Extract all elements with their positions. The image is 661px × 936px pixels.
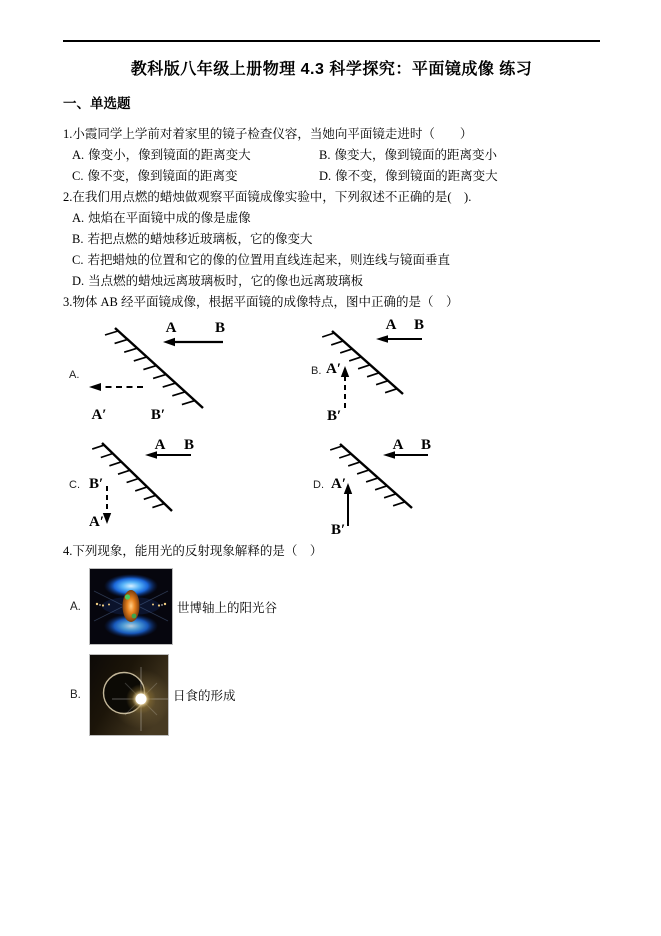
- option-d: [63, 271, 600, 292]
- diagram-option-letter: B.: [311, 365, 322, 377]
- object-label-b: B: [183, 437, 195, 453]
- object-label-a: A: [154, 437, 166, 453]
- option-text: 像变小，像到镜面的距离变大: [88, 148, 251, 162]
- image-label-b: B′: [327, 408, 342, 424]
- question-2-text: 2.在我们用点燃的蜡烛做观察平面镜成像实验中，下列叙述不正确的是( ).: [63, 190, 472, 204]
- object-label-b: B: [413, 317, 425, 333]
- option-text: 烛焰在平面镜中成的像是虚像: [88, 211, 251, 225]
- night-scene-figure: [90, 569, 172, 644]
- image-label-b: B′: [331, 522, 346, 538]
- image-arrowhead: [89, 383, 101, 391]
- object-label-b: B: [420, 437, 432, 453]
- q3-diagram-c: [63, 436, 310, 541]
- option-b: [63, 229, 600, 250]
- option-label: A.: [70, 600, 81, 613]
- option-label: D.: [319, 169, 332, 183]
- object-label-a: A: [392, 437, 404, 453]
- option-c: [63, 166, 310, 187]
- question-4: [63, 541, 600, 736]
- object-arrowhead: [163, 338, 175, 346]
- header-rule: [63, 40, 600, 42]
- option-c: [63, 250, 600, 271]
- image-label-a: A′: [91, 407, 107, 423]
- photo-caption: 日食的形成: [173, 689, 236, 703]
- section-header: 一、单选题: [63, 96, 131, 111]
- flash-core: [136, 694, 147, 705]
- mirror-diagram-b: [310, 316, 510, 436]
- mirror-diagram-a: [63, 316, 310, 436]
- mirror-line: [115, 328, 203, 408]
- diagram-option-letter: A.: [69, 369, 80, 381]
- image-label-a: A′: [89, 514, 105, 530]
- orange-column: [123, 590, 140, 622]
- question-4-text: 4.下列现象，能用光的反射现象解释的是（ ）: [63, 544, 323, 558]
- option-text: 像变大，像到镜面的距离变小: [334, 148, 497, 162]
- option-label: A.: [72, 211, 85, 225]
- q3-diagram-d: [310, 436, 600, 541]
- solar-eclipse-photo: [89, 654, 169, 736]
- mirror-diagram-c: [63, 436, 310, 541]
- q3-diagram-a: [63, 316, 310, 436]
- option-label: B.: [70, 689, 81, 701]
- option-text: 若把点燃的蜡烛移近玻璃板，它的像变大: [87, 232, 313, 246]
- mirror-diagram-d: [310, 436, 530, 541]
- q3-diagram-b: [310, 316, 600, 436]
- question-3-diagrams: [63, 316, 600, 541]
- object-label-a: A: [385, 317, 397, 333]
- question-3: [63, 292, 600, 541]
- diagram-option-letter: D.: [313, 479, 324, 491]
- image-label-b: B′: [89, 476, 104, 492]
- option-text: 像不变，像到镜面的距离变: [87, 169, 238, 183]
- option-label: B.: [72, 232, 84, 246]
- option-a: [63, 145, 310, 166]
- option-label: A.: [72, 148, 85, 162]
- option-label: D.: [72, 274, 85, 288]
- question-1-options: [63, 145, 600, 187]
- option-text: 若把蜡烛的位置和它的像的位置用直线连起来，则连线与镜面垂直: [87, 253, 450, 267]
- image-label-b: B′: [150, 407, 166, 423]
- q4-option-b: [63, 654, 600, 736]
- question-1-text: 1.小霞同学上学前对着家里的镜子检查仪容，当她向平面镜走进时（ ）: [63, 127, 473, 141]
- photo-caption: 世博轴上的阳光谷: [177, 600, 278, 615]
- option-label: C.: [72, 253, 84, 267]
- option-a: [63, 208, 600, 229]
- option-text: 当点燃的蜡烛远离玻璃板时，它的像也远离玻璃板: [88, 274, 364, 288]
- image-label-a: A′: [326, 361, 342, 377]
- eclipse-figure: [90, 655, 168, 735]
- green-light-reflection: [132, 614, 137, 619]
- object-arrowhead: [376, 335, 388, 343]
- image-arrowhead: [341, 366, 349, 377]
- image-label-a: A′: [331, 476, 347, 492]
- question-1: [63, 124, 600, 187]
- object-label-a: A: [165, 320, 177, 336]
- expo-sun-valley-photo: [89, 568, 173, 645]
- q4-option-a: [63, 568, 600, 645]
- option-text: 像不变，像到镜面的距离变大: [335, 169, 498, 183]
- option-b: [310, 145, 600, 166]
- question-2: [63, 187, 600, 292]
- option-label: B.: [319, 148, 331, 162]
- green-light: [125, 594, 130, 599]
- diagram-option-letter: C.: [69, 479, 80, 491]
- object-label-b: B: [214, 320, 226, 336]
- question-3-text: 3.物体 AB 经平面镜成像，根据平面镜的成像特点，图中正确的是（ ）: [63, 295, 459, 309]
- option-label: C.: [72, 169, 84, 183]
- page-title: 教科版八年级上册物理 4.3 科学探究：平面镜成像 练习: [130, 61, 533, 78]
- option-d: [310, 166, 600, 187]
